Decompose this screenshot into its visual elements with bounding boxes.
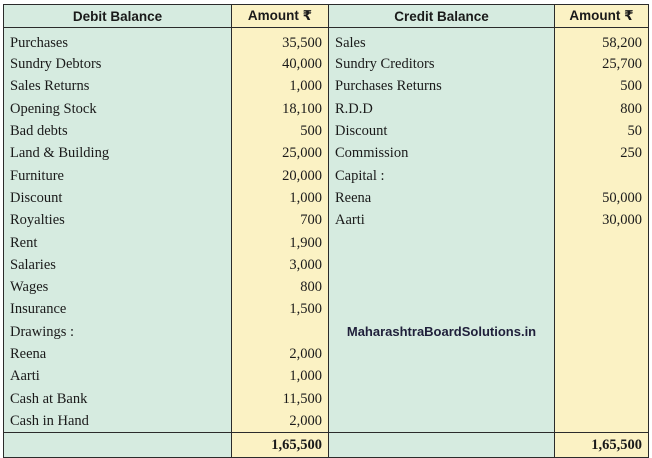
credit-account <box>329 254 555 276</box>
credit-amount <box>555 276 649 298</box>
debit-account: Insurance <box>4 298 232 320</box>
debit-amount: 1,000 <box>232 75 329 97</box>
credit-amount <box>555 231 649 253</box>
credit-account <box>329 387 555 409</box>
credit-account: Sundry Creditors <box>329 53 555 75</box>
trial-balance <box>3 4 648 454</box>
debit-amount: 1,500 <box>232 298 329 320</box>
debit-account: Sales Returns <box>4 75 232 97</box>
table-row <box>4 98 649 120</box>
debit-account: Cash at Bank <box>4 387 232 409</box>
debit-account: Rent <box>4 231 232 253</box>
credit-account: R.D.D <box>329 98 555 120</box>
credit-amount <box>555 410 649 433</box>
credit-amount <box>555 343 649 365</box>
debit-amount: 700 <box>232 209 329 231</box>
debit-account: Salaries <box>4 254 232 276</box>
table-row <box>4 209 649 231</box>
credit-account <box>329 298 555 320</box>
debit-amount: 800 <box>232 276 329 298</box>
credit-account: Capital : <box>329 164 555 186</box>
header-debit-amount: Amount ₹ <box>232 5 329 28</box>
debit-amount <box>232 321 329 343</box>
total-row <box>4 433 649 458</box>
credit-account: Discount <box>329 120 555 142</box>
table-row <box>4 231 649 253</box>
debit-amount: 11,500 <box>232 387 329 409</box>
credit-amount <box>555 164 649 186</box>
debit-account: Bad debts <box>4 120 232 142</box>
debit-amount: 20,000 <box>232 164 329 186</box>
watermark-main: MaharashtraBoardSolutions <box>346 323 521 339</box>
table-row <box>4 142 649 164</box>
total-debit-label <box>4 433 232 458</box>
debit-amount: 1,000 <box>232 187 329 209</box>
credit-account <box>329 276 555 298</box>
table-row <box>4 387 649 409</box>
trial-balance-table <box>3 4 649 458</box>
debit-account: Royalties <box>4 209 232 231</box>
header-credit-balance: Credit Balance <box>329 5 555 28</box>
table-row <box>4 187 649 209</box>
table-row <box>4 164 649 186</box>
credit-account: Aarti <box>329 209 555 231</box>
table-row <box>4 343 649 365</box>
credit-account: Sales <box>329 28 555 54</box>
credit-amount: 50,000 <box>555 187 649 209</box>
credit-amount: 500 <box>555 75 649 97</box>
table-row <box>4 75 649 97</box>
credit-amount: 800 <box>555 98 649 120</box>
debit-account: Sundry Debtors <box>4 53 232 75</box>
credit-amount: 25,700 <box>555 53 649 75</box>
debit-amount: 40,000 <box>232 53 329 75</box>
table-row <box>4 254 649 276</box>
credit-amount <box>555 387 649 409</box>
debit-amount: 1,000 <box>232 365 329 387</box>
debit-account: Reena <box>4 343 232 365</box>
table-row <box>4 276 649 298</box>
credit-account: Purchases Returns <box>329 75 555 97</box>
table-row <box>4 410 649 433</box>
credit-account <box>329 231 555 253</box>
credit-account <box>329 343 555 365</box>
credit-amount: 250 <box>555 142 649 164</box>
credit-amount <box>555 321 649 343</box>
debit-account: Furniture <box>4 164 232 186</box>
table-row <box>4 53 649 75</box>
table-row <box>4 298 649 320</box>
debit-account: Land & Building <box>4 142 232 164</box>
debit-account: Opening Stock <box>4 98 232 120</box>
debit-amount: 25,000 <box>232 142 329 164</box>
debit-account: Purchases <box>4 28 232 54</box>
credit-amount <box>555 254 649 276</box>
debit-amount: 2,000 <box>232 410 329 433</box>
table-row <box>4 28 649 54</box>
debit-account: Aarti <box>4 365 232 387</box>
debit-account: Discount <box>4 187 232 209</box>
header-credit-amount: Amount ₹ <box>555 5 649 28</box>
header-debit-balance: Debit Balance <box>4 5 232 28</box>
table-row <box>4 321 649 343</box>
credit-amount <box>555 298 649 320</box>
debit-account: Cash in Hand <box>4 410 232 433</box>
credit-amount: 58,200 <box>555 28 649 54</box>
credit-account: Reena <box>329 187 555 209</box>
debit-amount: 500 <box>232 120 329 142</box>
table-row <box>4 120 649 142</box>
debit-account: Drawings : <box>4 321 232 343</box>
debit-amount: 3,000 <box>232 254 329 276</box>
credit-account <box>329 365 555 387</box>
credit-amount <box>555 365 649 387</box>
table-row <box>4 365 649 387</box>
debit-amount: 1,900 <box>232 231 329 253</box>
debit-account: Wages <box>4 276 232 298</box>
debit-amount: 2,000 <box>232 343 329 365</box>
header-row <box>4 5 649 28</box>
debit-amount: 18,100 <box>232 98 329 120</box>
watermark <box>329 321 555 343</box>
total-credit-label <box>329 433 555 458</box>
debit-amount: 35,500 <box>232 28 329 54</box>
credit-amount: 30,000 <box>555 209 649 231</box>
total-debit-amount: 1,65,500 <box>232 433 329 458</box>
credit-amount: 50 <box>555 120 649 142</box>
total-credit-amount: 1,65,500 <box>555 433 649 458</box>
credit-account <box>329 410 555 433</box>
credit-account: Commission <box>329 142 555 164</box>
watermark-suffix: .in <box>520 323 537 339</box>
